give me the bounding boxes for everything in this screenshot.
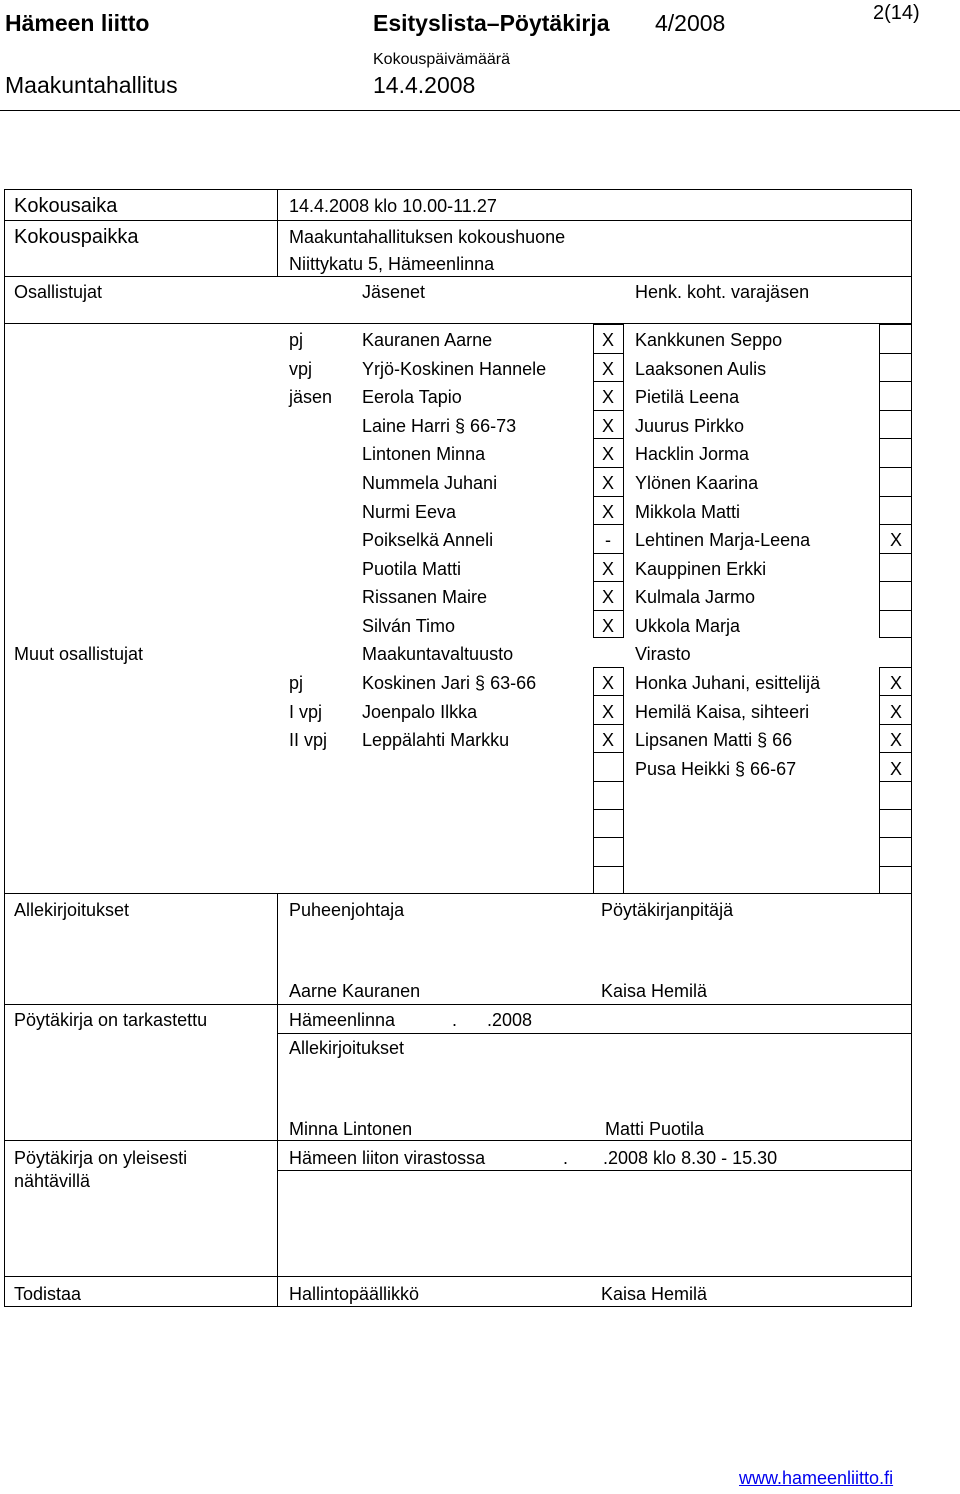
time-value: 14.4.2008 klo 10.00-11.27: [289, 196, 497, 216]
office-name: Lipsanen Matti § 66: [635, 730, 793, 751]
date-label: Kokouspäivämäärä: [373, 51, 510, 68]
secretary-name: Kaisa Hemilä: [601, 981, 708, 1001]
office-name: Honka Juhani, esittelijä: [635, 673, 821, 693]
council-presence-mark: X: [601, 673, 614, 693]
member-name: Rissanen Maire: [362, 587, 488, 608]
member-presence-mark: X: [601, 358, 614, 379]
cell-divider: [879, 866, 912, 867]
cell-divider: [879, 610, 912, 611]
council-name: Joenpalo Ilkka: [362, 701, 478, 722]
cell-divider: [879, 410, 912, 411]
cell-divider: [593, 381, 624, 382]
deputy-name: Kankkunen Seppo: [635, 330, 783, 350]
cell-divider: [593, 610, 624, 611]
council-role: pj: [289, 673, 304, 693]
cell-divider: [879, 781, 912, 782]
deputy-name: Laaksonen Aulis: [635, 358, 767, 379]
signatures-label: Allekirjoitukset: [14, 900, 130, 920]
cell-divider: [593, 438, 624, 439]
certify-name: Kaisa Hemilä: [601, 1284, 708, 1304]
office-presence-mark: X: [889, 730, 902, 751]
secretary-title: Pöytäkirjanpitäjä: [601, 900, 734, 920]
deputy-name: Lehtinen Marja-Leena: [635, 530, 811, 551]
row-divider: [277, 1004, 912, 1005]
cell-divider: [593, 524, 624, 525]
row-divider: [4, 1004, 277, 1005]
place-line2: Niittykatu 5, Hämeenlinna: [289, 254, 495, 274]
doc-number: 4/2008: [655, 10, 726, 36]
cell-divider: [593, 553, 624, 554]
public-label-line1: Pöytäkirja on yleisesti: [14, 1148, 188, 1168]
council-name: Koskinen Jari § 63-66: [362, 673, 537, 693]
council-presence-mark: X: [601, 701, 614, 722]
reviewer-1: Minna Lintonen: [289, 1119, 413, 1139]
member-name: Laine Harri § 66-73: [362, 415, 517, 436]
deputy-name: Ylönen Kaarina: [635, 473, 759, 493]
member-presence-mark: X: [601, 387, 614, 408]
header-rule: [0, 110, 960, 111]
public-place: Hämeen liiton virastossa: [289, 1148, 486, 1168]
certify-label: Todistaa: [14, 1284, 82, 1304]
body-name: Maakuntahallitus: [5, 72, 178, 98]
cell-divider: [593, 353, 624, 354]
member-presence-mark: X: [601, 587, 614, 608]
council-role: I vpj: [289, 701, 323, 722]
cell-divider: [879, 524, 912, 525]
public-date: . .2008 klo 8.30 - 15.30: [563, 1148, 778, 1168]
others-label: Muut osallistujat: [14, 644, 144, 664]
member-name: Puotila Matti: [362, 558, 462, 579]
cell-divider: [879, 837, 912, 838]
org-name: Hämeen liitto: [5, 10, 150, 36]
cell-divider: [879, 809, 912, 810]
cell-divider: [593, 467, 624, 468]
row-divider: [4, 220, 912, 221]
office-heading: Virasto: [635, 644, 691, 664]
review-place: Hämeenlinna: [289, 1010, 396, 1030]
certify-title: Hallintopäällikkö: [289, 1284, 420, 1304]
member-name: Poikselkä Anneli: [362, 530, 494, 551]
member-presence-mark: X: [601, 616, 614, 636]
council-presence-mark: X: [601, 730, 614, 751]
cell-divider: [593, 752, 624, 753]
member-role: pj: [289, 330, 304, 350]
review-label: Pöytäkirja on tarkastettu: [14, 1010, 208, 1030]
row-divider: [4, 276, 912, 277]
council-name: Leppälahti Markku: [362, 730, 510, 751]
cell-divider: [879, 467, 912, 468]
meeting-date: 14.4.2008: [373, 72, 476, 98]
council-heading: Maakuntavaltuusto: [362, 644, 514, 664]
row-divider: [277, 1170, 912, 1171]
cell-divider: [593, 809, 624, 810]
deputy-name: Pietilä Leena: [635, 387, 740, 408]
cell-divider: [879, 752, 912, 753]
chair-name: Aarne Kauranen: [289, 981, 421, 1001]
member-role: vpj: [289, 358, 313, 379]
place-label: Kokouspaikka: [14, 226, 139, 248]
column-divider: [277, 893, 278, 1307]
review-date: . .2008: [452, 1010, 533, 1030]
member-presence-mark: X: [601, 473, 614, 493]
office-presence-mark: X: [889, 701, 902, 722]
council-role: II vpj: [289, 730, 328, 751]
doc-type: Esityslista–Pöytäkirja: [373, 10, 610, 36]
deputies-heading: Henk. koht. varajäsen: [635, 282, 810, 302]
participants-label: Osallistujat: [14, 282, 103, 302]
deputy-name: Mikkola Matti: [635, 501, 741, 522]
review-sign-label: Allekirjoitukset: [289, 1038, 405, 1058]
deputy-name: Juurus Pirkko: [635, 415, 745, 436]
cell-divider: [879, 581, 912, 582]
deputy-presence-mark: X: [889, 530, 902, 551]
cell-divider: [593, 724, 624, 725]
deputy-name: Ukkola Marja: [635, 616, 741, 636]
member-presence-mark: X: [601, 330, 614, 350]
member-name: Kauranen Aarne: [362, 330, 493, 350]
cell-divider: [879, 695, 912, 696]
cell-divider: [879, 553, 912, 554]
cell-divider: [879, 353, 912, 354]
reviewer-2: Matti Puotila: [605, 1119, 705, 1139]
row-divider: [4, 893, 912, 894]
member-name: Silván Timo: [362, 616, 456, 636]
member-presence-mark: X: [601, 501, 614, 522]
place-line1: Maakuntahallituksen kokoushuone: [289, 227, 566, 247]
members-heading: Jäsenet: [362, 282, 426, 302]
cell-divider: [593, 781, 624, 782]
member-presence-mark: X: [601, 558, 614, 579]
public-label-line2: nähtävillä: [14, 1171, 91, 1191]
column-divider: [277, 189, 278, 277]
cell-divider: [593, 410, 624, 411]
cell-divider: [879, 496, 912, 497]
member-name: Lintonen Minna: [362, 444, 486, 465]
cell-divider: [593, 496, 624, 497]
page-number: 2(14): [873, 2, 920, 24]
row-divider: [277, 1033, 912, 1034]
member-presence-mark: -: [605, 530, 611, 551]
time-label: Kokousaika: [14, 195, 118, 217]
cell-divider: [879, 381, 912, 382]
member-role: jäsen: [289, 387, 333, 408]
member-presence-mark: X: [601, 415, 614, 436]
office-presence-mark: X: [889, 758, 902, 779]
member-name: Yrjö-Koskinen Hannele: [362, 358, 547, 379]
deputy-name: Kulmala Jarmo: [635, 587, 756, 608]
cell-divider: [593, 837, 624, 838]
member-presence-mark: X: [601, 444, 614, 465]
member-name: Eerola Tapio: [362, 387, 462, 408]
cell-divider: [593, 581, 624, 582]
deputy-name: Kauppinen Erkki: [635, 558, 767, 579]
cell-divider: [593, 866, 624, 867]
office-name: Pusa Heikki § 66-67: [635, 758, 797, 779]
office-name: Hemilä Kaisa, sihteeri: [635, 701, 810, 722]
member-name: Nummela Juhani: [362, 473, 498, 493]
deputy-presence-column: [879, 324, 912, 638]
row-divider: [4, 1140, 912, 1141]
cell-divider: [879, 724, 912, 725]
chair-title: Puheenjohtaja: [289, 900, 405, 920]
footer-url-link[interactable]: www.hameenliitto.fi: [739, 1468, 894, 1488]
cell-divider: [593, 695, 624, 696]
row-divider: [4, 1276, 912, 1277]
member-name: Nurmi Eeva: [362, 501, 457, 522]
office-presence-mark: X: [889, 673, 902, 693]
row-divider: [4, 323, 912, 324]
deputy-name: Hacklin Jorma: [635, 444, 750, 465]
cell-divider: [879, 438, 912, 439]
